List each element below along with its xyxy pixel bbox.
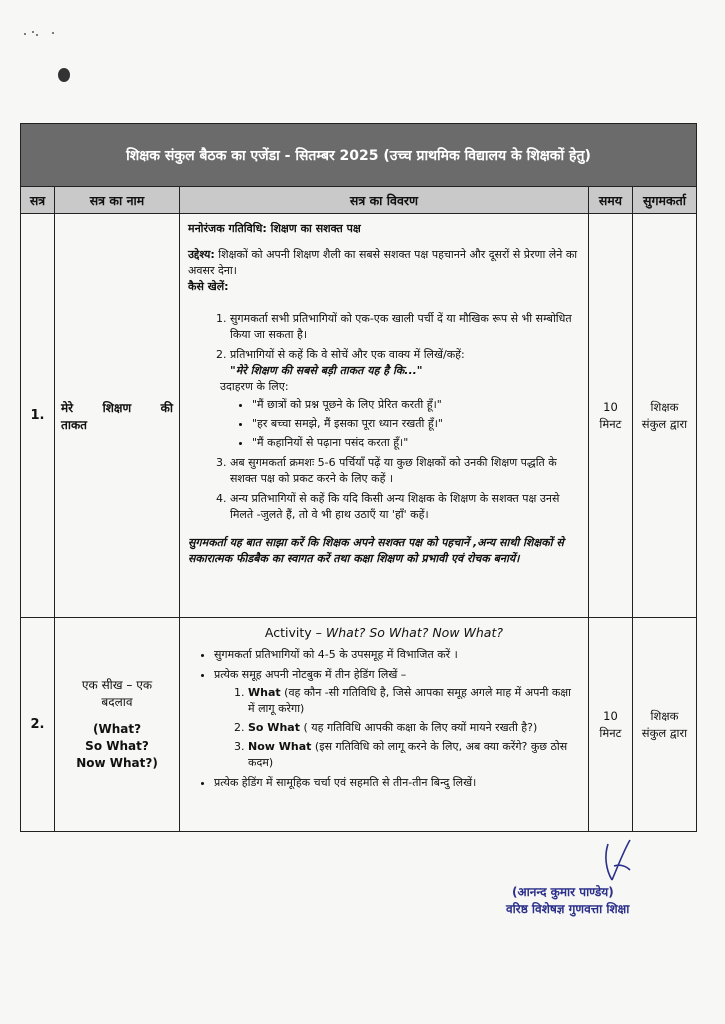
punch-hole xyxy=(58,68,70,82)
time-unit: मिनट xyxy=(599,416,622,431)
list-item xyxy=(220,347,580,451)
session-name-word: मेरे xyxy=(61,400,74,415)
heading-text: ( यह गतिविधि आपकी कक्षा के लिए क्यों मायने रखती है?) xyxy=(299,721,538,734)
facilitator-line: शिक्षक xyxy=(650,708,679,723)
session-name-line: एक सीख – एक xyxy=(81,678,153,692)
facilitator-note: सुगमकर्ता यह बात साझा करें कि शिक्षक अपने सशक्त पक्ष को पहचानें ,अन्य साथी शिक्षकों से सकारात्मक फीडबैक का स्वागत करें तथा कक्षा शिक्षण को प्रभावी एवं रोचक बनायें। xyxy=(188,536,564,565)
session-name xyxy=(55,618,180,832)
facilitator-line: संकुल द्वारा xyxy=(641,416,688,431)
list-item: 4. अन्य प्रतिभागियों से कहें कि यदि किसी अन्य शिक्षक के शिक्षण के सशक्त पक्ष उनसे मिलते -जुलते हैं, तो वे भी हाथ उठाएँ या 'हाँ' कहें। xyxy=(230,491,580,523)
session-name-line: (What? xyxy=(92,722,142,736)
heading-text: (वह कौन -सी गतिविधि है, जिसे आपका समूह अगले माह में अपनी कक्षा में लागू करेगा) xyxy=(248,686,572,715)
session-time xyxy=(588,214,632,618)
signatory-name: (आनन्द कुमार पाण्डेय) xyxy=(512,885,614,899)
session-description xyxy=(180,214,589,618)
signature-scribble xyxy=(600,836,640,886)
heading-list xyxy=(214,685,580,771)
session-time xyxy=(588,618,632,832)
session-facilitator xyxy=(632,618,696,832)
session-name-word: शिक्षण xyxy=(102,400,132,415)
header-session-name: सत्र का नाम xyxy=(55,187,180,214)
objective xyxy=(188,247,580,279)
step-text: प्रतिभागियों से कहें कि वे सोचें और एक वाक्य में लिखें/कहें: xyxy=(230,348,465,361)
step-text: प्रत्येक समूह अपनी नोटबुक में तीन हेडिंग लिखें – xyxy=(214,668,407,681)
document-title: शिक्षक संकुल बैठक का एजेंडा - सितम्बर 2025 (उच्च प्राथमिक विद्यालय के शिक्षकों हेतु) xyxy=(21,124,697,187)
time-unit: मिनट xyxy=(599,725,622,740)
list-item: 3. अब सुगमकर्ता क्रमशः 5-6 पर्चियाँ पढ़ें या कुछ शिक्षकों को उनकी शिक्षण पद्धति के सशक्त पक्ष को प्रकट करने के लिए कहें । xyxy=(230,455,580,487)
signature-block xyxy=(506,884,630,918)
objective-text: शिक्षकों को अपनी शिक्षण शैली का सबसे सशक्त पक्ष पहचानने और दूसरों से प्रेरणा लेने का अवसर देना। xyxy=(188,248,578,277)
session-name xyxy=(55,214,180,618)
objective-label: उद्देश्य: xyxy=(188,248,215,261)
table-row xyxy=(21,618,697,832)
how-to-play-label: कैसे खेलें: xyxy=(188,280,229,293)
examples-label: उदाहरण के लिए: xyxy=(220,380,289,393)
list-item: • प्रत्येक हेडिंग में सामूहिक चर्चा एवं सहमति से तीन-तीन बिन्दु लिखें। xyxy=(214,775,580,791)
activity-name: What? So What? Now What? xyxy=(325,625,504,640)
session-number: 1. xyxy=(21,214,55,618)
heading-label: Now What xyxy=(248,740,312,753)
list-item: • "मैं छात्रों को प्रश्न पूछने के लिए प्रेरित करती हूँ।" xyxy=(252,397,580,413)
activity-title xyxy=(188,625,580,641)
heading-label: So What xyxy=(248,721,300,734)
list-item xyxy=(248,739,580,771)
signatory-designation: वरिष्ठ विशेषज्ञ गुणवत्ता शिक्षा xyxy=(506,902,630,916)
session-number: 2. xyxy=(21,618,55,832)
header-session-desc: सत्र का विवरण xyxy=(180,187,589,214)
header-facilitator: सुगमकर्ता xyxy=(632,187,696,214)
session-name-line: बदलाव xyxy=(101,695,133,709)
header-time: समय xyxy=(588,187,632,214)
header-session: सत्र xyxy=(21,187,55,214)
heading-text: (इस गतिविधि को लागू करने के लिए, अब क्या करेंगे? कुछ ठोस कदम) xyxy=(248,740,568,769)
session-facilitator xyxy=(632,214,696,618)
table-row xyxy=(21,214,697,618)
list-item: • सुगमकर्ता प्रतिभागियों को 4-5 के उपसमूह में विभाजित करें । xyxy=(214,647,580,663)
list-item xyxy=(248,720,580,736)
heading-label: What xyxy=(248,686,281,699)
agenda-table-wrapper xyxy=(20,123,697,832)
time-value: 10 xyxy=(603,708,618,723)
time-value: 10 xyxy=(603,399,618,414)
session-name-word: ताकत xyxy=(61,417,88,432)
list-item: • "हर बच्चा समझे, मैं इसका पूरा ध्यान रखती हूँ।" xyxy=(252,416,580,432)
session-description xyxy=(180,618,589,832)
agenda-table xyxy=(20,123,697,832)
step-quote: "मेरे शिक्षण की सबसे बड़ी ताकत यह है कि..." xyxy=(230,364,423,377)
activity-title: मनोरंजक गतिविधि: शिक्षण का सशक्त पक्ष xyxy=(188,222,361,235)
facilitator-line: शिक्षक xyxy=(650,399,679,414)
list-item: 1. सुगमकर्ता सभी प्रतिभागियों को एक-एक खाली पर्ची दें या मौखिक रूप से भी सम्बोधित किया जा सकता है। xyxy=(230,311,580,343)
steps-list xyxy=(188,311,580,523)
session-name-line: So What? xyxy=(85,739,149,753)
facilitator-line: संकुल द्वारा xyxy=(641,725,688,740)
examples-list xyxy=(230,397,580,451)
activity-prefix: Activity – xyxy=(264,625,326,640)
list-item: • "मैं कहानियों से पढ़ाना पसंद करता हूँ।" xyxy=(252,435,580,451)
activity-steps xyxy=(188,647,580,791)
list-item xyxy=(248,685,580,717)
scan-speck xyxy=(22,30,56,36)
session-name-line: Now What?) xyxy=(76,756,158,770)
session-name-word: की xyxy=(160,400,173,415)
list-item xyxy=(214,667,580,771)
